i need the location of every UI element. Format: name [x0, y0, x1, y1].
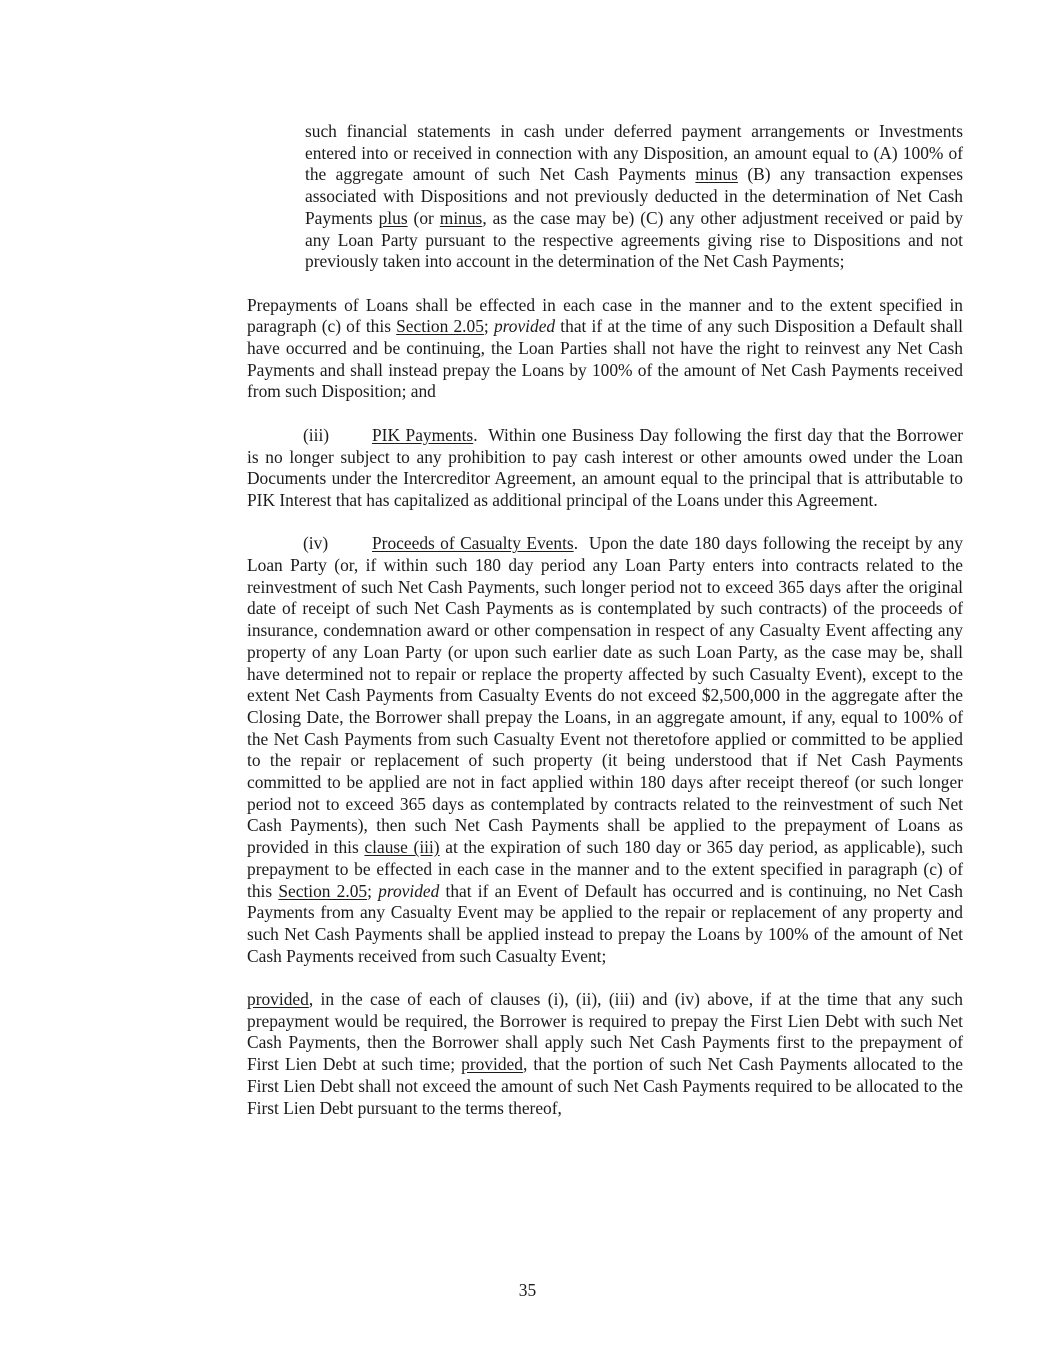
- paragraph-clause-iii-pik-payments: [247, 425, 963, 512]
- text-run-underlined: minus: [439, 207, 483, 228]
- paragraph-prepayments-of-loans: [247, 295, 963, 404]
- text-run: that if an Event of Default has occurred and is continuing, no Net Cash Payments from any Casualty Event may be applied to the repair or replacement of any property and such Net Cash Payments shall be applied instead to prepay the Loans by 100% of the amount of Net Cash Payments received from such Casualty Event;: [247, 880, 964, 966]
- text-run: Prepayments of Loans shall be effected in each case in the manner and to the extent specified in paragraph (c) of this: [247, 294, 963, 337]
- text-run: , that the portion of such Net Cash Payments allocated to the First Lien Debt shall not exceed the amount of such Net Cash Payments required to be allocated to the First Lien Debt pursuant to the terms thereof,: [247, 1054, 963, 1118]
- clause-reference: clause (iii): [364, 837, 440, 858]
- text-run-italic: provided: [493, 316, 556, 337]
- text-run-italic: provided: [378, 880, 440, 901]
- text-run: such financial statements in cash under deferred payment arrangements or Investments entered into or received in connection with any Disposition, an amount equal to (A) 100% of the aggregate amount of such Net Cash Payments: [305, 121, 963, 185]
- text-run: ;: [367, 880, 379, 901]
- text-run-underlined: provided: [247, 989, 309, 1010]
- paragraph-net-cash-payments-definition: [305, 121, 963, 273]
- page-number: 35: [518, 1280, 537, 1300]
- text-run: that if at the time of any such Disposition a Default shall have occurred and be continuing, the Loan Parties shall not have the right to reinvest any Net Cash Payments and shall instead prepay the Loans by 100% of the amount of Net Cash Payments received from such Disposition; and: [247, 316, 964, 402]
- text-run: ;: [483, 316, 494, 337]
- section-reference: Section 2.05: [396, 316, 484, 337]
- text-run: (B) any transaction expenses associated with Dispositions and not previously deducted in the determination of Net Cash Payments: [305, 164, 963, 228]
- text-run: , as the case may be) (C) any other adjustment received or paid by any Loan Party pursuant to the respective agreements giving rise to Dispositions and not previously taken into account in the determination of the Net Cash Payments;: [305, 207, 963, 272]
- text-run: , in the case of each of clauses (i), (ii), (iii) and (iv) above, if at the time that any such prepayment would be required, the Borrower is required to prepay the First Lien Debt with such Net Cash Payments, then the Borrower shall apply such Net Cash Payments first to the prepayment of First Lien Debt at such time;: [247, 989, 963, 1075]
- text-run-underlined: minus: [695, 164, 738, 185]
- document-body: [247, 121, 963, 1141]
- clause-heading: Proceeds of Casualty Events: [372, 533, 574, 554]
- text-run-underlined: provided: [461, 1054, 523, 1075]
- text-run: . Upon the date 180 days following the receipt by any Loan Party (or, if within such 180 day period any Loan Party enters into contracts related to the reinvestment of such Net Cash Payments, such longer period not to exceed 365 days after the original date of receipt of such Net Cash Payments as is contemplated by such contracts) of the proceeds of insurance, condemnation award or other compensation in respect of any Casualty Event affecting any property of any Loan Party (or upon such earlier date as such Loan Party, as the case may be, shall have determined not to repair or replace the property affected by such Casualty Event), except to the extent Net Cash Payments from Casualty Events do not exceed $2,500,000 in the aggregate after the Closing Date, the Borrower shall prepay the Loans, in an aggregate amount, if any, equal to 100% of the Net Cash Payments from such Casualty Event not theretofore applied or committed to be applied to the repair or replacement of such property (it being understood that if Net Cash Payments committed to be applied are not in fact applied within 180 days after receipt thereof (or such longer period not to exceed 365 days as contemplated by contracts related to the reinvestment of such Net Cash Payments), then such Net Cash Payments shall be applied to the prepayment of Loans as provided in this: [247, 533, 964, 858]
- clause-number: (iii): [303, 424, 330, 445]
- text-run-underlined: plus: [378, 207, 408, 228]
- section-reference: Section 2.05: [278, 880, 368, 901]
- paragraph-clause-iv-proceeds-of-casualty-events: [247, 533, 963, 967]
- clause-number: (iv): [303, 533, 329, 554]
- text-run: at the expiration of such 180 day or 365 day period, as applicable), such prepayment to be effected in each case in the manner and to the extent specified in paragraph (c) of this: [247, 837, 963, 901]
- text-run: . Within one Business Day following the first day that the Borrower is no longer subject to any prohibition to pay cash interest or other amounts owed under the Loan Documents under the Intercreditor Agreement, an amount equal to the principal that is attributable to PIK Interest that has capitalized as additional principal of the Loans under this Agreement.: [247, 424, 964, 510]
- text-run: (or: [407, 207, 440, 228]
- clause-heading: PIK Payments: [372, 424, 474, 445]
- paragraph-provided-first-lien-debt: [247, 989, 963, 1119]
